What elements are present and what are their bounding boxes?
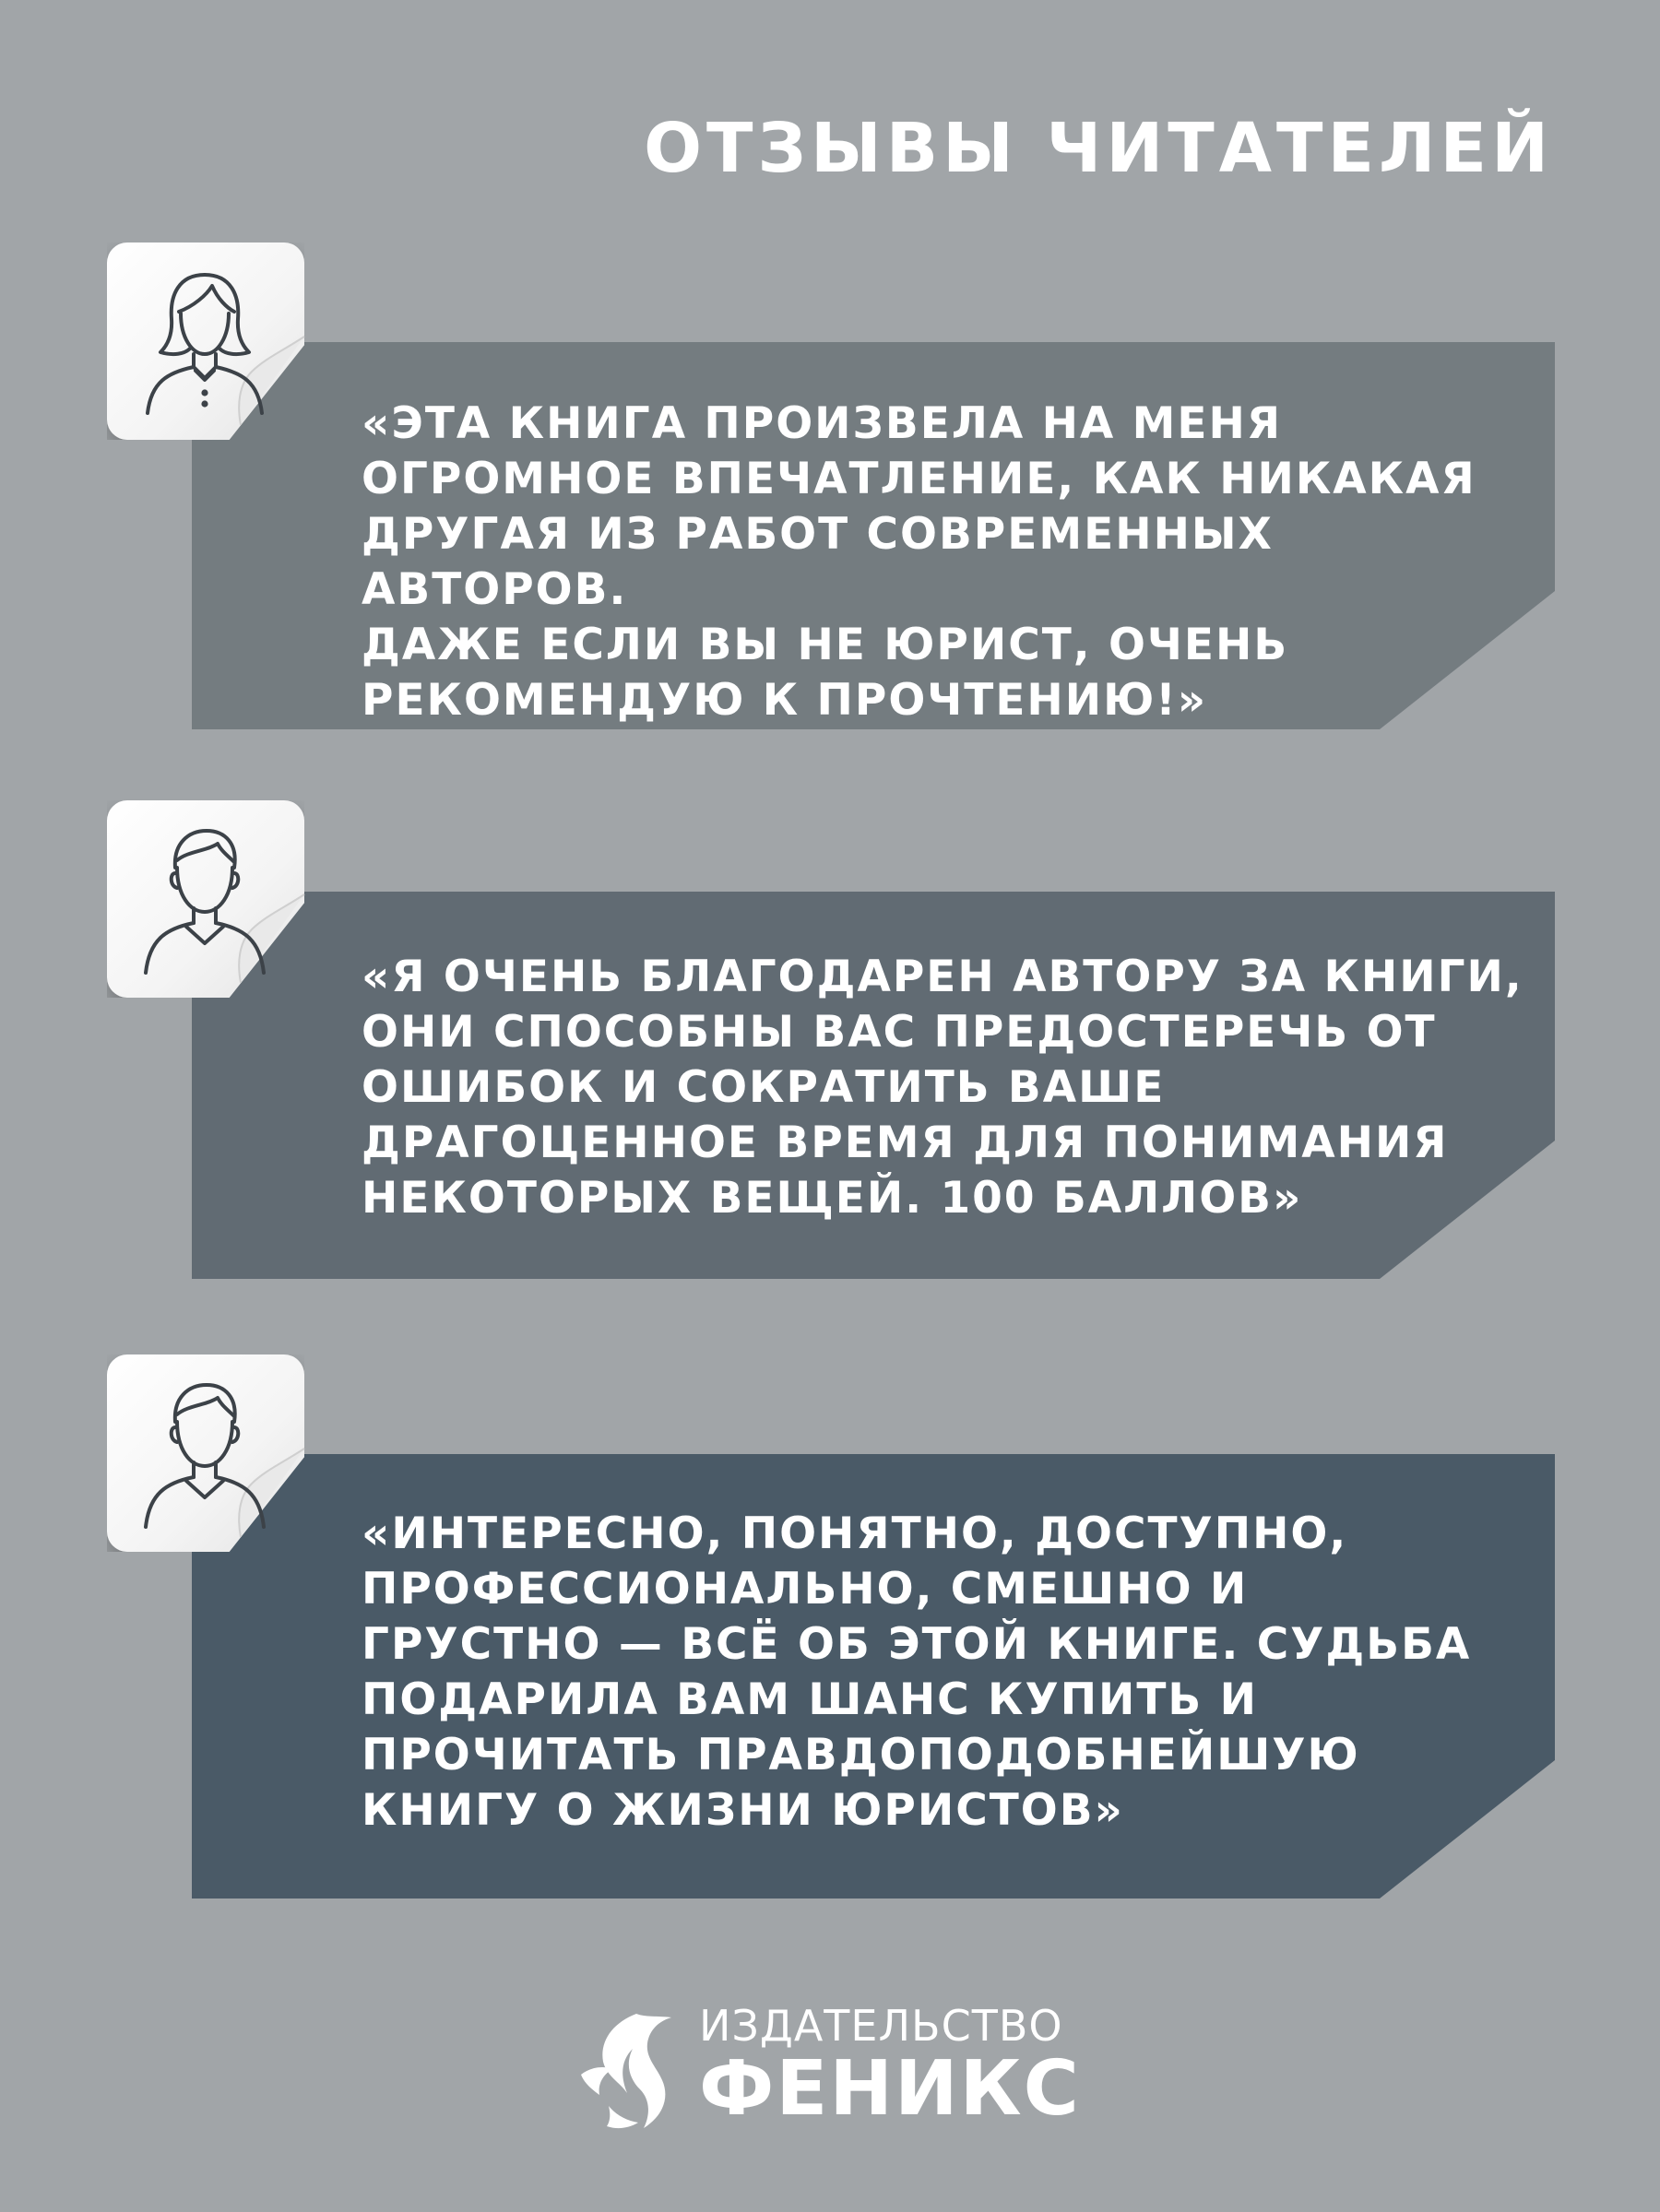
publisher-label: ИЗДАТЕЛЬСТВО [699, 2001, 1063, 2051]
publisher-name: ФЕНИКС [699, 2045, 1081, 2133]
review-text: «ЭТА КНИГА ПРОИЗВЕЛА НА МЕНЯ ОГРОМНОЕ ВПЕЧАТЛЕНИЕ, КАК НИКАКАЯ ДРУГАЯ ИЗ РАБОТ СОВРЕМЕННЫХ АВТОРОВ. ДАЖЕ ЕСЛИ ВЫ НЕ ЮРИСТ, ОЧЕНЬ РЕКОМЕНДУЮ К ПРОЧТЕНИЮ!» [362, 398, 1476, 726]
female-user-icon [122, 258, 288, 424]
male-user-icon [122, 1370, 288, 1536]
review-text: «ИНТЕРЕСНО, ПОНЯТНО, ДОСТУПНО, ПРОФЕССИОНАЛЬНО, СМЕШНО И ГРУСТНО — ВСЁ ОБ ЭТОЙ КНИГЕ. СУДЬБА ПОДАРИЛА ВАМ ШАНС КУПИТЬ И ПРОЧИТАТЬ ПРАВДОПОДОБНЕЙШУЮ КНИГУ О ЖИЗНИ ЮРИСТОВ» [362, 1508, 1472, 1836]
phoenix-logo-icon [572, 2010, 696, 2139]
male-user-icon [122, 816, 288, 982]
review-text: «Я ОЧЕНЬ БЛАГОДАРЕН АВТОРУ ЗА КНИГИ, ОНИ СПОСОБНЫ ВАС ПРЕДОСТЕРЕЧЬ ОТ ОШИБОК И СОКРАТИТЬ ВАШЕ ДРАГОЦЕННОЕ ВРЕМЯ ДЛЯ ПОНИМАНИЯ НЕКОТОРЫХ ВЕЩЕЙ. 100 БАЛЛОВ» [362, 952, 1524, 1224]
page-title: ОТЗЫВЫ ЧИТАТЕЛЕЙ [644, 109, 1553, 188]
publisher-logo [572, 2001, 1088, 2139]
